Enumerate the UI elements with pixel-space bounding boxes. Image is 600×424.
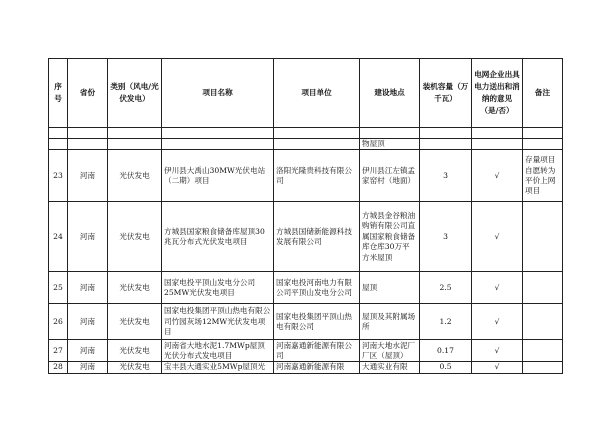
cell-remark [523, 362, 563, 373]
table-row [49, 272, 563, 304]
cell-location: 屋顶及其附属场所 [360, 304, 420, 340]
cell-location: 方城县金谷粮油购销有限公司直属国家粮食储备库仓库30万平方米屋顶 [360, 202, 420, 272]
cell-grid-opinion: √ [472, 150, 523, 202]
cell-seq: 27 [49, 340, 68, 362]
cell-capacity: 3 [420, 150, 472, 202]
cell-remark [523, 202, 563, 272]
cell-location: 伊川县江左镇孟家窑村（地面） [360, 150, 420, 202]
cell-category: 光伏发电 [108, 202, 162, 272]
table-row [49, 362, 563, 373]
cell-project-name: 方城县国家粮食储备库屋顶30兆瓦分布式光伏发电项目 [162, 202, 274, 272]
cell-location: 大通实业有限 [360, 362, 420, 373]
cell-province: 河南 [68, 272, 108, 304]
table-header-row [49, 59, 563, 128]
cell-project-name: 伊川县大禹山30MW光伏电站（二期）项目 [162, 150, 274, 202]
cell-project-name: 国家电投集团平顶山热电有限公司竹园灰场12MW光伏发电项目 [162, 304, 274, 340]
cell-grid-opinion: √ [472, 272, 523, 304]
cell-category: 光伏发电 [108, 340, 162, 362]
cell-capacity: 3 [420, 202, 472, 272]
cell-project-unit: 方城县国储新能源科技发展有限公司 [274, 202, 360, 272]
cell-grid-opinion: √ [472, 340, 523, 362]
cell-category: 光伏发电 [108, 272, 162, 304]
cell-project-unit: 河南嘉通新能源有限公司 [274, 340, 360, 362]
header-remark: 备注 [523, 59, 563, 128]
cell-category: 光伏发电 [108, 304, 162, 340]
cell-project-unit: 国家电投河南电力有限公司平顶山发电分公司 [274, 272, 360, 304]
header-project-name: 项目名称 [162, 59, 274, 128]
cell-project-name: 河南省大地水泥1.7MWp屋顶光伏分布式发电项目 [162, 340, 274, 362]
table-row [49, 202, 563, 272]
cell-province: 河南 [68, 150, 108, 202]
cell-project-unit: 河南嘉通新能源有限 [274, 362, 360, 373]
cell-seq: 26 [49, 304, 68, 340]
cell-grid-opinion: √ [472, 202, 523, 272]
cell-remark [523, 272, 563, 304]
cell-project-name: 宝丰县大通实业5MWp屋顶光 [162, 362, 274, 373]
cell-province: 河南 [68, 202, 108, 272]
table-row [49, 340, 563, 362]
cell-province: 河南 [68, 340, 108, 362]
cell-location: 屋顶 [360, 272, 420, 304]
cell-grid-opinion: √ [472, 304, 523, 340]
table-row-carryover [49, 139, 563, 150]
cell-capacity: 2.5 [420, 272, 472, 304]
carryover-location-cell: 物屋顶 [360, 139, 420, 150]
header-province: 省份 [68, 59, 108, 128]
header-location: 建设地点 [360, 59, 420, 128]
cell-location: 河南大地水泥厂厂区（屋顶） [360, 340, 420, 362]
table-row [49, 304, 563, 340]
cell-province: 河南 [68, 304, 108, 340]
cell-remark: 存量项目自愿转为平价上网项目 [523, 150, 563, 202]
cell-project-unit: 国家电投集团平顶山热电有限公司 [274, 304, 360, 340]
cell-capacity: 0.17 [420, 340, 472, 362]
table-row-blank [49, 128, 563, 139]
cell-seq: 24 [49, 202, 68, 272]
cell-grid-opinion: √ [472, 362, 523, 373]
header-capacity: 装机容量（万千瓦） [420, 59, 472, 128]
project-table [48, 58, 563, 374]
cell-remark [523, 340, 563, 362]
cell-project-name: 国家电投平顶山发电分公司25MW光伏发电项目 [162, 272, 274, 304]
header-seq: 序号 [49, 59, 68, 128]
header-project-unit: 项目单位 [274, 59, 360, 128]
cell-capacity: 0.5 [420, 362, 472, 373]
header-grid-opinion: 电网企业出具电力送出和消纳的意见（是/否） [472, 59, 523, 128]
cell-province: 河南 [68, 362, 108, 373]
cell-seq: 23 [49, 150, 68, 202]
header-category: 类别（风电/光伏发电） [108, 59, 162, 128]
cell-seq: 28 [49, 362, 68, 373]
table-row [49, 150, 563, 202]
cell-category: 光伏发电 [108, 150, 162, 202]
cell-category: 光伏发电 [108, 362, 162, 373]
cell-capacity: 1.2 [420, 304, 472, 340]
cell-seq: 25 [49, 272, 68, 304]
cell-remark [523, 304, 563, 340]
cell-project-unit: 洛阳光隆贵科技有限公司 [274, 150, 360, 202]
